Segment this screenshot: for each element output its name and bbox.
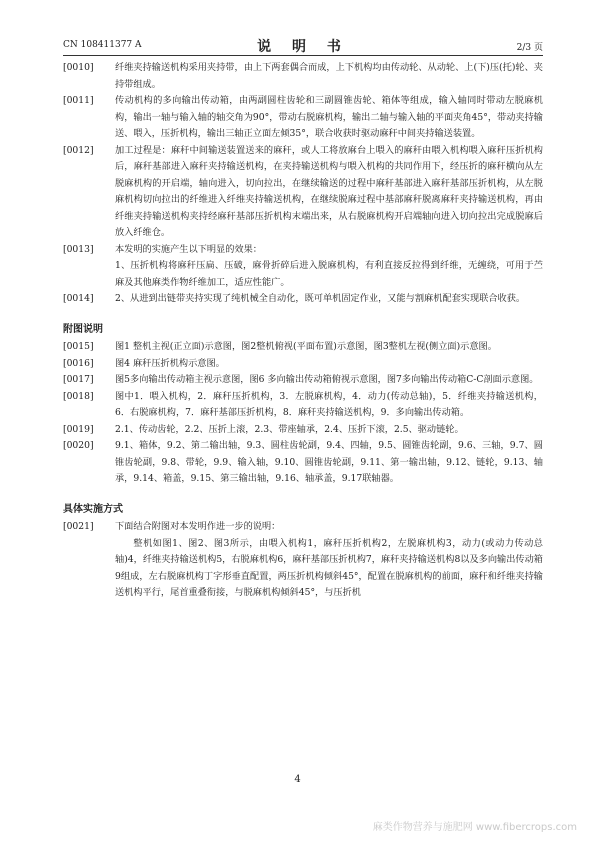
paragraph-number: [0013] xyxy=(63,243,94,255)
paragraph-number: [0012] xyxy=(63,144,94,156)
paragraph-number: [0017] xyxy=(63,374,94,385)
paragraph-number: [0010] xyxy=(63,62,94,73)
paragraph-number: [0016] xyxy=(63,357,94,369)
page-number: 4 xyxy=(294,774,301,785)
paragraph-text: 图5多向输出传动箱主视示意图，图6 多向输出传动箱俯视示意图，图7多向输出传动箱C-C剖面示意图。 xyxy=(115,374,539,385)
paragraph-number: [0020] xyxy=(63,440,94,451)
paragraph-text: 传动机构的多向输出传动箱，由两副圆柱齿轮和三副圆锥齿轮、箱体等组成，输入轴同时带动左脱麻机构，输出一轴与输入轴的轴交角为90°，带动右脱麻机构，输出二轴与输入轴的平面夹角45°，带动夹持输送、喂入，压折机构，输出三轴正立面左倾35°，联合收获时驱动麻秆中间夹持输送装置。 xyxy=(115,95,543,139)
publication-number: CN 108411377 A xyxy=(63,40,142,50)
paragraph-text: 图4 麻秆压折机构示意图。 xyxy=(115,357,225,369)
paragraph xyxy=(63,339,543,356)
paragraph-text: 加工过程是：麻秆中间输送装置送来的麻秆，或人工将放麻台上喂入的麻秆由喂入机构喂入麻秆压折机构后，麻秆基部进入麻秆夹持输送机构，在夹持输送机构与喂入机构的共同作用下，经压折的麻秆横向从左脱麻机构的开启端，轴向进入，切向拉出，在继续输送的过程中麻秆基部进入麻秆基部压折机构，从左脱麻机构切向拉出的纤维进入纤维夹持输送机构，在继续脱麻过程中基部麻秆脱离麻秆夹持输送机构，再由纤维夹持输送机构夹持经麻秆基部压折机构末端出来，从右脱麻机构开启端轴向进入切向拉出完成脱麻后放入纤维仓。 xyxy=(115,144,543,238)
effect-item-1: 1、压折机构将麻秆压扁、压破，麻骨折碎后进入脱麻机构，有利直接反拉得到纤维，无缠绕，可用于苎麻及其他麻类作物纤维加工，适应性能广。 xyxy=(115,260,543,288)
paragraph-text: 2.1、传动齿轮，2.2、压折上滚，2.3、带座轴承，2.4、压折下滚，2.5、驱动链轮。 xyxy=(115,423,464,435)
header-rule xyxy=(63,55,543,56)
page-indicator: 2/3 页 xyxy=(516,43,543,53)
section-heading-embodiment: 具体实施方式 xyxy=(63,503,123,515)
watermark: 麻类作物营养与施肥网 www.fibercrops.com xyxy=(372,822,577,833)
paragraph xyxy=(63,372,543,389)
paragraph-continuation: 整机如图1、图2、图3所示，由喂入机构1，麻秆压折机构2，左脱麻机构3，动力(或动力传动总轴)4，纤维夹持输送机构5，右脱麻机构6，麻秆基部压折机构7，麻秆夹持输送机构8以及多向输出传动箱9组成，左右脱麻机构丁字形垂直配置，两压折机构倾斜45°，配置在脱麻机构的前面，麻秆和纤维夹持输送机构平行，尾首重叠衔接，与脱麻机构倾斜45°，与压折机 xyxy=(115,537,543,598)
section-heading-figures: 附图说明 xyxy=(63,323,103,335)
page-header xyxy=(63,34,543,56)
paragraph-text: 图1 整机主视(正立面)示意图，图2整机俯视(平面布置)示意图，图3整机左视(侧立面)示意图。 xyxy=(115,341,497,352)
paragraph-number: [0019] xyxy=(63,423,94,435)
paragraph xyxy=(63,356,543,373)
paragraph xyxy=(63,519,543,536)
paragraph-text: 2、从进到出链带夹持实现了纯机械全自动化，既可单机固定作业，又能与割麻机配套实现联合收获。 xyxy=(115,293,526,304)
paragraph-text: 纤维夹持输送机构采用夹持带，由上下两套偶合而成，上下机构均由传动轮、从动轮、上(下)压(托)轮、夹持带组成。 xyxy=(115,62,543,90)
paragraph xyxy=(63,143,543,242)
paragraph xyxy=(63,60,543,93)
paragraph xyxy=(63,93,543,143)
paragraph xyxy=(63,438,543,488)
document-title: 说 明 书 xyxy=(257,39,349,55)
paragraph-text: 图中1．喂入机构，2．麻秆压折机构，3．左脱麻机构，4．动力(传动总轴)，5．纤维夹持输送机构，6．右脱麻机构，7．麻秆基部压折机构，8．麻秆夹持输送机构，9．多向输出传动箱。 xyxy=(115,390,543,418)
paragraph xyxy=(63,389,543,422)
paragraph-number: [0018] xyxy=(63,390,94,402)
paragraph-text: 9.1、箱体，9.2、第二输出轴，9.3、圆柱齿轮副，9.4、四轴，9.5、圆锥齿轮副，9.6、三轴，9.7、圆锥齿轮副，9.8、带轮，9.9、输入轴，9.10、圆锥齿轮副，9.11、第一输出轴，9.12、链轮，9.13、轴承，9.14、箱盖，9.15、第三输出轴，9.16、轴承盖，9.17联轴器。 xyxy=(115,440,543,484)
paragraph-number: [0021] xyxy=(63,521,94,532)
paragraph-text: 本发明的实施产生以下明显的效果： xyxy=(115,243,262,255)
paragraph-number: [0011] xyxy=(63,95,94,106)
paragraph xyxy=(63,291,543,308)
paragraph-number: [0015] xyxy=(63,341,94,352)
paragraph xyxy=(63,242,543,259)
document-body xyxy=(63,60,543,602)
paragraph-number: [0014] xyxy=(63,293,94,304)
paragraph xyxy=(63,422,543,439)
paragraph-text: 下面结合附图对本发明作进一步的说明： xyxy=(115,521,281,532)
